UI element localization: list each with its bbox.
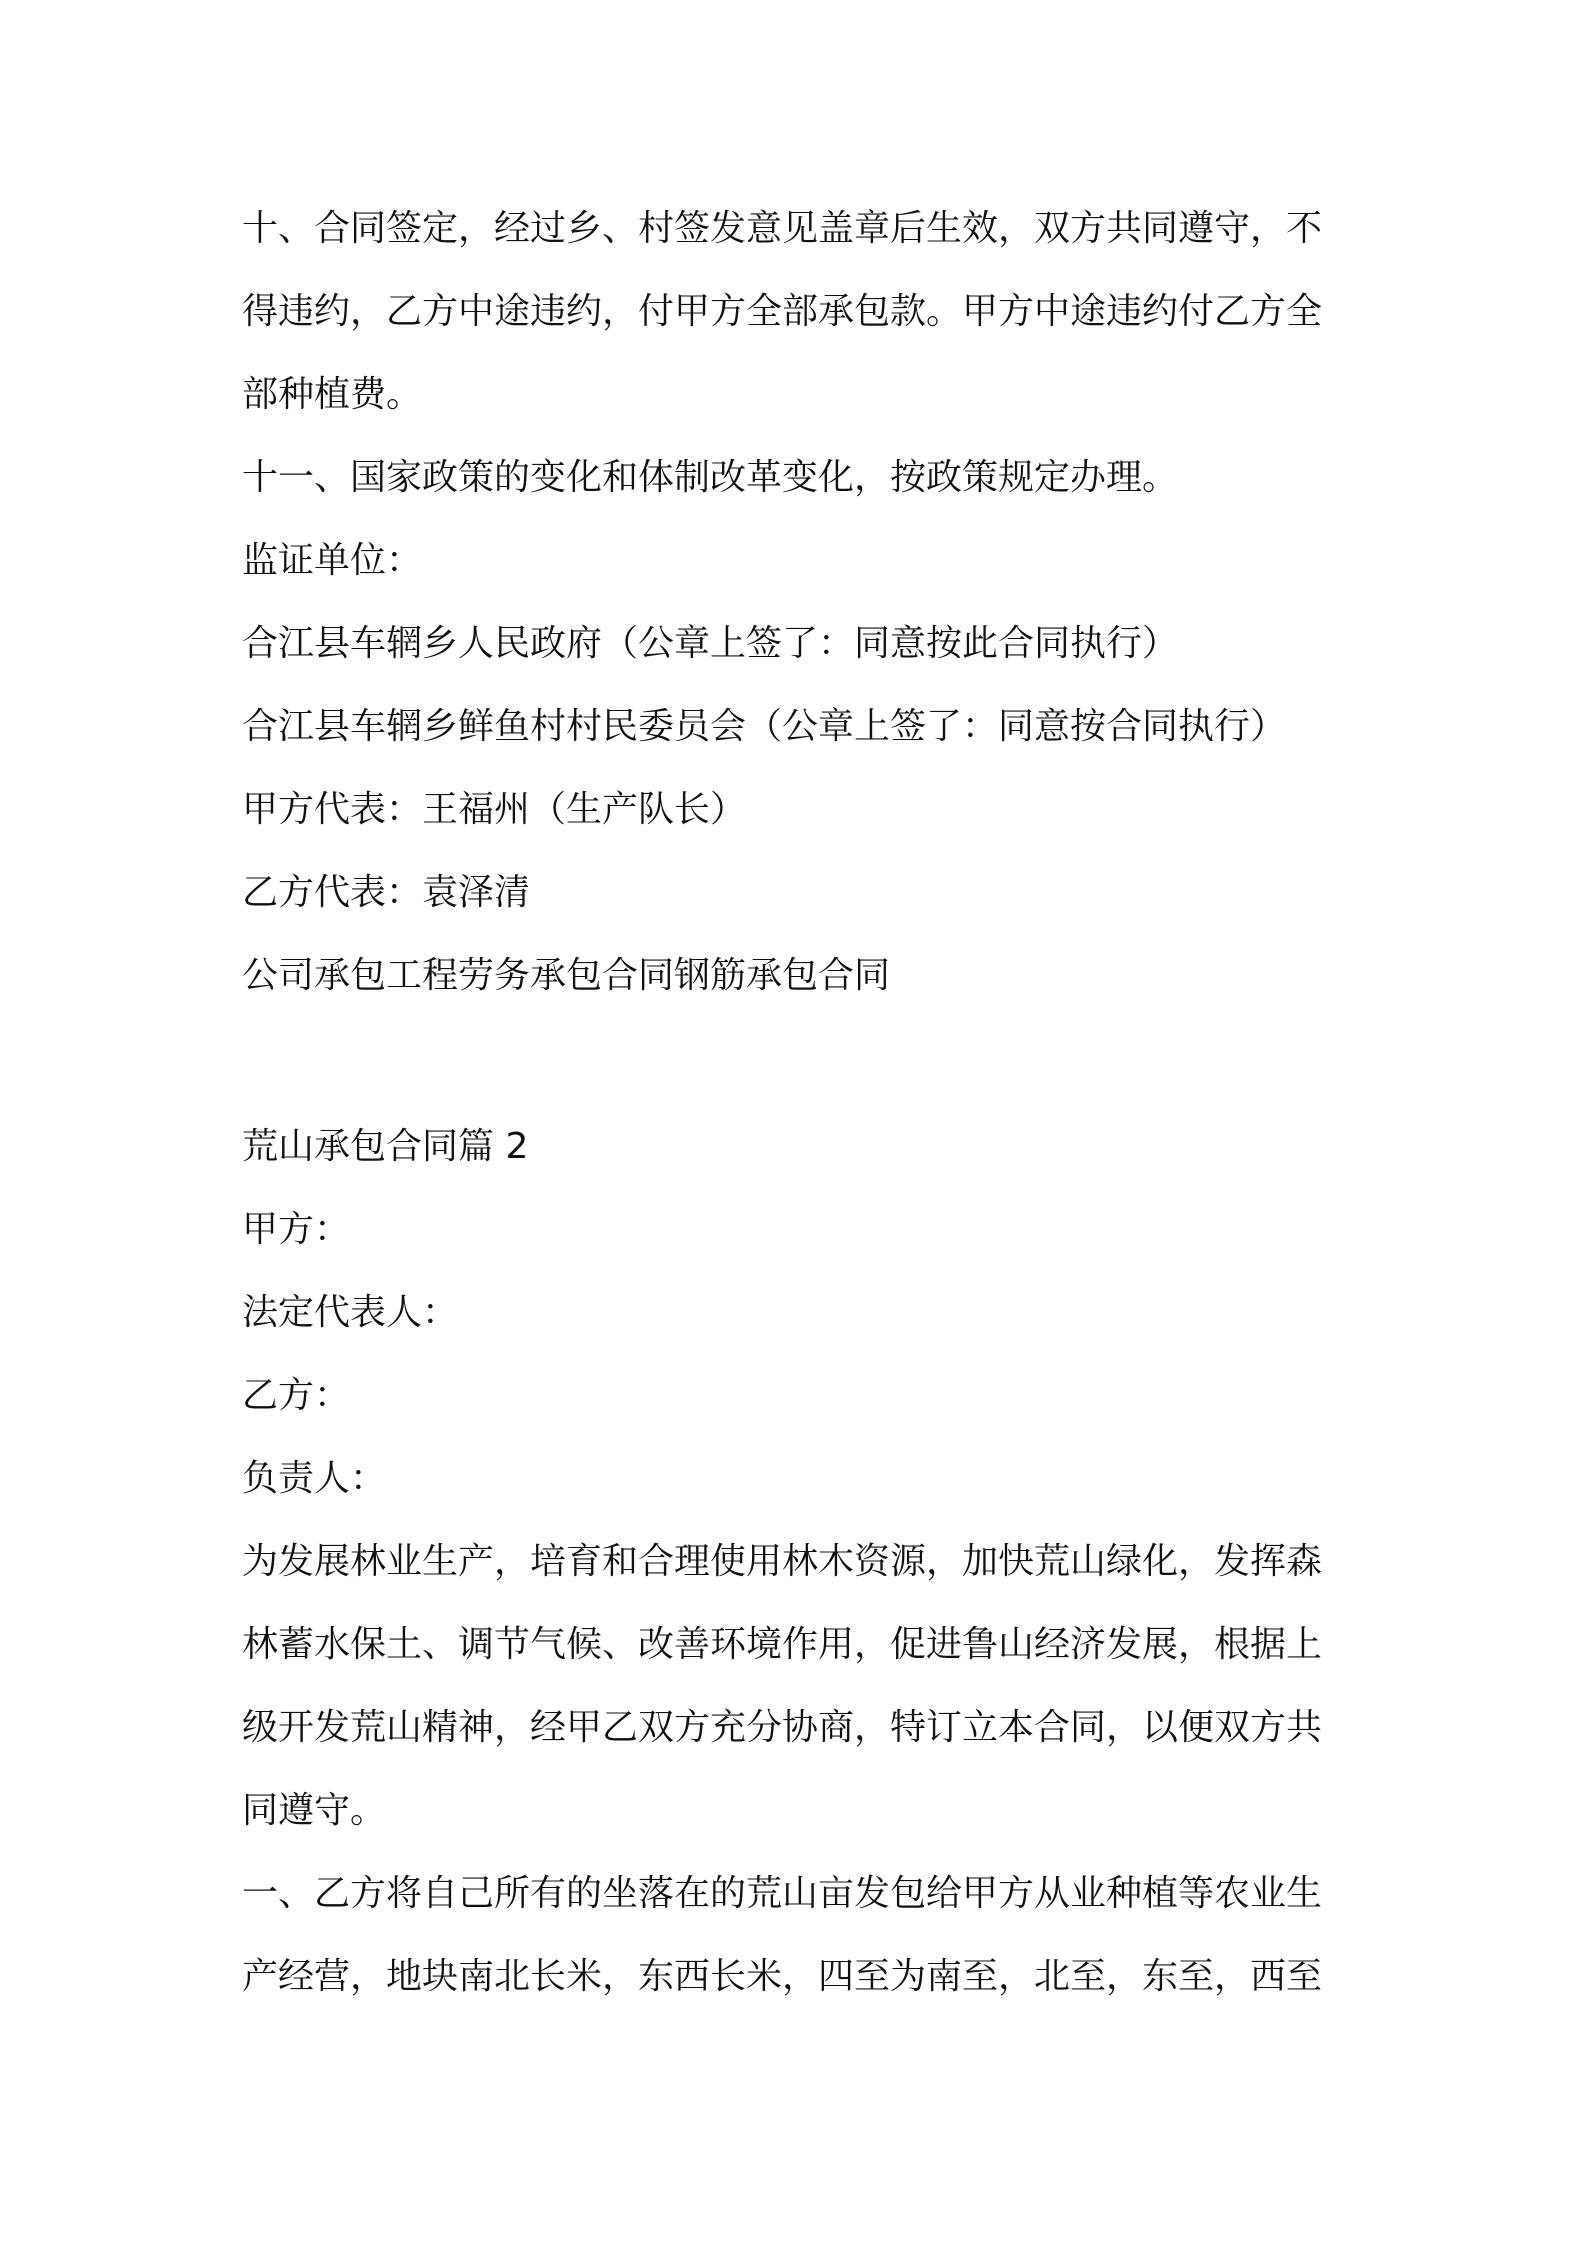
- party-a-field: 甲方：: [242, 1209, 351, 1250]
- clause-10-line-2: 得违约，乙方中途违约，付甲方全部承包款。甲方中途违约付乙方全: [242, 291, 1323, 332]
- preamble-line-3: 级开发荒山精神，经甲乙双方充分协商，特订立本合同，以便双方共: [242, 1707, 1323, 1748]
- clause-1-line-1: 一、乙方将自己所有的坐落在的荒山亩发包给甲方从业种植等农业生: [242, 1873, 1323, 1914]
- supervisor-2: 合江县车辋乡鲜鱼村村民委员会（公章上签了：同意按合同执行）: [242, 706, 1287, 747]
- responsible-person-field: 负责人：: [242, 1458, 387, 1499]
- preamble-line-4: 同遵守。: [242, 1790, 387, 1831]
- related-titles: 公司承包工程劳务承包合同钢筋承包合同: [242, 955, 891, 996]
- preamble-line-1: 为发展林业生产，培育和合理使用林木资源，加快荒山绿化，发挥森: [242, 1541, 1323, 1582]
- party-a-representative: 甲方代表：王福州（生产队长）: [242, 789, 747, 830]
- preamble-line-2: 林蓄水保土、调节气候、改善环境作用，促进鲁山经济发展，根据上: [242, 1624, 1323, 1665]
- supervisor-label: 监证单位：: [242, 540, 423, 581]
- legal-representative-field: 法定代表人：: [242, 1292, 459, 1333]
- supervisor-1: 合江县车辋乡人民政府（公章上签了：同意按此合同执行）: [242, 623, 1179, 664]
- clause-10-line-1: 十、合同签定，经过乡、村签发意见盖章后生效，双方共同遵守，不: [242, 208, 1323, 249]
- party-b-representative: 乙方代表：袁泽清: [242, 872, 531, 913]
- party-b-field: 乙方：: [242, 1375, 351, 1416]
- clause-11: 十一、国家政策的变化和体制改革变化，按政策规定办理。: [242, 457, 1179, 498]
- clause-1-line-2: 产经营，地块南北长米，东西长米，四至为南至，北至，东至，西至: [242, 1956, 1323, 1997]
- section-title: 荒山承包合同篇 2: [242, 1126, 529, 1167]
- clause-10-line-3: 部种植费。: [242, 374, 423, 415]
